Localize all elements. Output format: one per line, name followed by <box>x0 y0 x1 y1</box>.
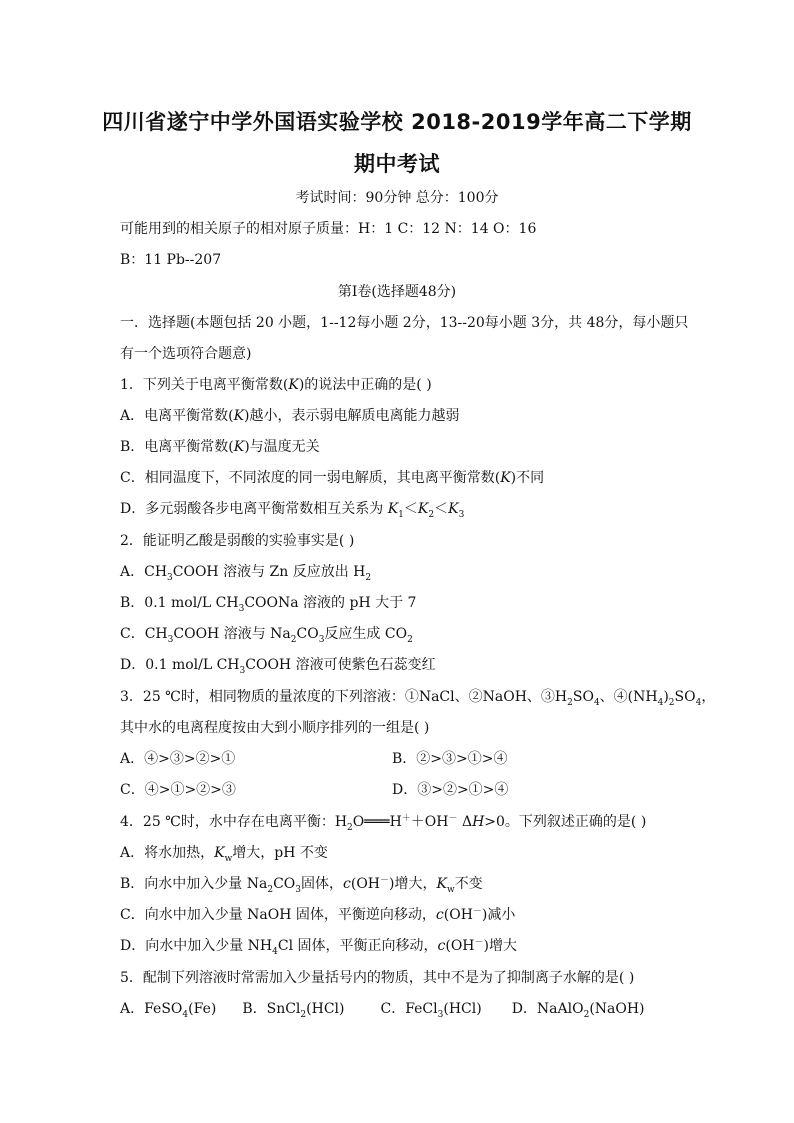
q2-stem: 2．能证明乙酸是弱酸的实验事实是( ) <box>120 533 355 549</box>
q3-stem-line2: 其中水的电离程度按由大到小顺序排列的一组是( ) <box>120 720 430 736</box>
q4-option-d[interactable]: D．向水中加入少量 $NH_4Cl$ 固体，平衡正向移动，c(OH－)增大 <box>120 937 517 957</box>
atomic-masses-line1: 可能用到的相关原子的相对原子质量：H：1 C：12 N：14 O：16 <box>120 221 537 237</box>
instructions-line1: 一．选择题(本题包括 20 小题，1--12每小题 2分，13--20每小题 3分，共 48分，每小题只 <box>120 315 689 331</box>
q2-option-d[interactable]: D．0.1 mol/L $CH_3COOH$ 溶液可使紫色石蕊变红 <box>120 657 436 676</box>
q1-option-c[interactable]: C．相同温度下，不同浓度的同一弱电解质，其电离平衡常数(K)不同 <box>120 470 545 486</box>
q3-option-b[interactable]: B．②>③>①>④ <box>392 751 508 767</box>
q1-option-a[interactable]: A．电离平衡常数(K)越小，表示弱电解质电离能力越弱 <box>120 408 460 424</box>
q5-option-c[interactable]: C．FeCl$_3$(HCl) <box>380 1001 482 1020</box>
q1-stem: 1．下列关于电离平衡常数(K)的说法中正确的是( ) <box>120 377 432 393</box>
q3-option-c[interactable]: C．④>①>②>③ <box>120 782 236 798</box>
q1-option-d[interactable]: D．多元弱酸各步电离平衡常数相互关系为 $K_1<K_2<K_3$ <box>120 501 465 520</box>
q4-stem: 4．25 ℃时，水中存在电离平衡：$H_2O═══H^++OH^-$ ΔH>0。下列叙述正确的是( ) <box>120 813 647 833</box>
q4-option-a[interactable]: A．将水加热，$K_w$增大，pH 不变 <box>120 845 328 864</box>
exam-info: 考试时间：90分钟 总分：100分 <box>295 190 499 206</box>
exam-title-line1: 四川省遂宁中学外国语实验学校 2018-2019学年高二下学期 <box>102 110 692 134</box>
q4-option-b[interactable]: B．向水中加入少量 $Na_2CO_3$固体，c(OH－)增大，$K_w$不变 <box>120 875 483 895</box>
equilibrium-arrow: ═══ <box>364 814 390 830</box>
q5-options <box>120 998 645 1018</box>
q5-option-b[interactable]: B．SnCl$_2$(HCl) <box>242 1001 345 1020</box>
q2-option-a[interactable]: A．$CH_3COOH$ 溶液与 Zn 反应放出 $H_2$ <box>120 564 372 583</box>
q2-option-b[interactable]: B．0.1 mol/L $CH_3COONa$ 溶液的 pH 大于 7 <box>120 595 417 614</box>
exam-title-line2: 期中考试 <box>354 152 440 176</box>
q3-stem: 3．25 ℃时，相同物质的量浓度的下列溶液：①NaCl、②NaOH、$③H_2SO_4$、$④(NH_4)_2SO_4$， <box>120 689 716 708</box>
atomic-masses-line2: B：11 Pb--207 <box>120 252 222 268</box>
q2-option-c[interactable]: C．$CH_3COOH$ 溶液与 $Na_2CO_3$反应生成 $CO_2$ <box>120 626 413 645</box>
q1-option-b[interactable]: B．电离平衡常数(K)与温度无关 <box>120 439 320 455</box>
q5-option-a[interactable]: A．FeSO$_4$(Fe) <box>120 1001 217 1020</box>
q5-stem: 5．配制下列溶液时常需加入少量括号内的物质，其中不是为了抑制离子水解的是( ) <box>120 970 635 986</box>
q5-option-d[interactable]: D．NaAlO$_2$(NaOH) <box>511 1001 645 1020</box>
q3-option-a[interactable]: A．④>③>②>① <box>120 751 236 767</box>
q4-option-c[interactable]: C．向水中加入少量 NaOH 固体，平衡逆向移动，c(OH－)减小 <box>120 906 516 923</box>
instructions-line2: 有一个选项符合题意) <box>120 346 252 362</box>
section-title: 第Ⅰ卷(选择题48分) <box>337 284 457 300</box>
q3-option-d[interactable]: D．③>②>①>④ <box>392 782 509 798</box>
